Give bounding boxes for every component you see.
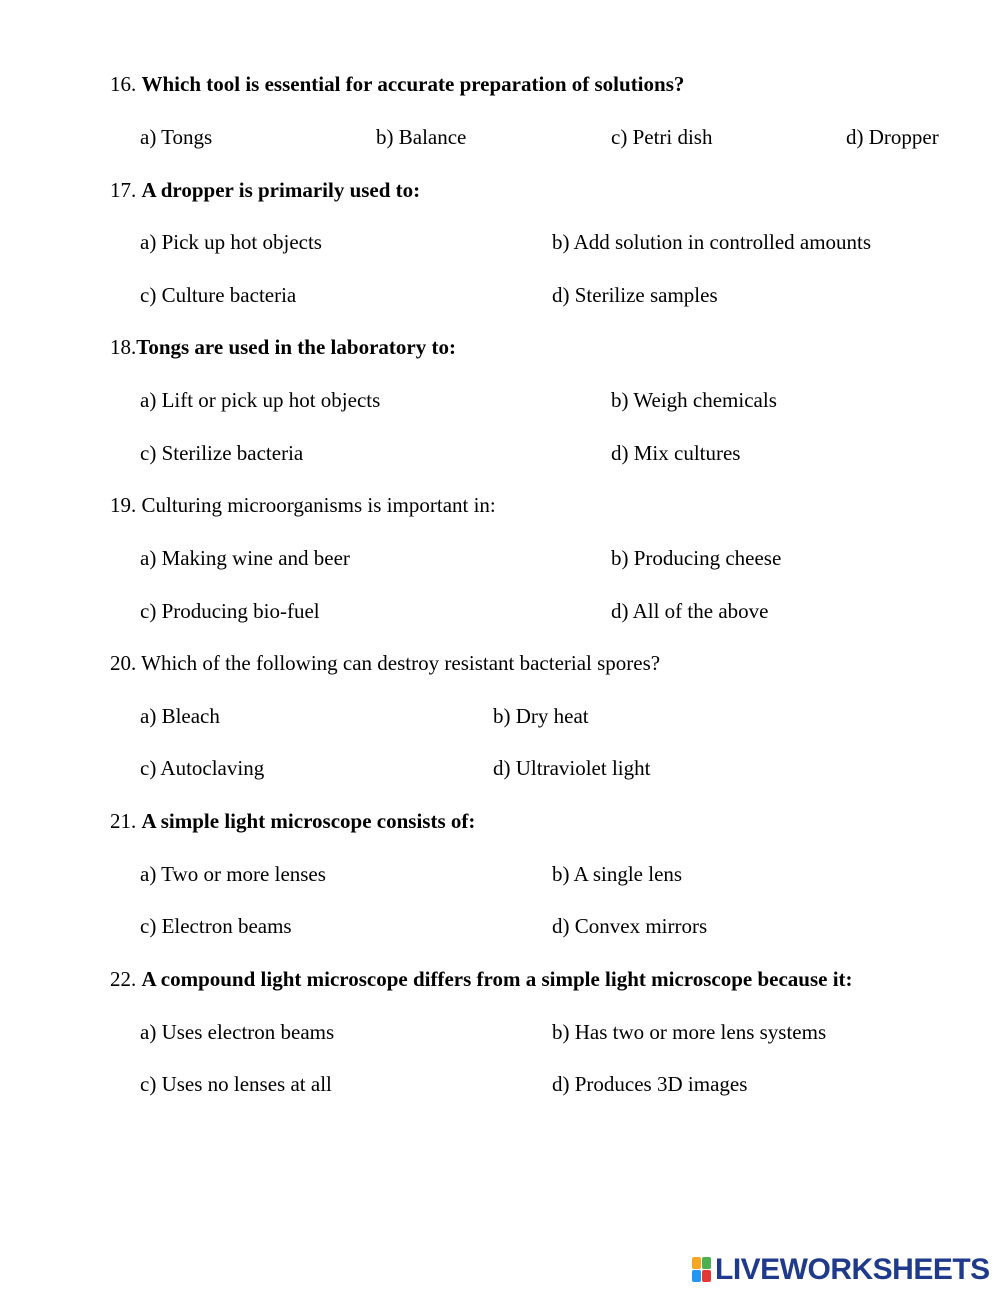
option-20d[interactable]: d) Ultraviolet light	[493, 756, 651, 780]
question-16	[110, 72, 684, 96]
option-18a[interactable]: a) Lift or pick up hot objects	[140, 388, 381, 412]
option-19b[interactable]: b) Producing cheese	[611, 546, 782, 570]
option-18b[interactable]: b) Weigh chemicals	[611, 388, 777, 412]
option-16c[interactable]: c) Petri dish	[611, 125, 713, 149]
option-22c[interactable]: c) Uses no lenses at all	[140, 1072, 332, 1096]
question-18	[110, 335, 456, 359]
question-text: A compound light microscope differs from a simple light microscope because it:	[141, 967, 853, 991]
option-20b[interactable]: b) Dry heat	[493, 704, 589, 728]
option-18c[interactable]: c) Sterilize bacteria	[140, 441, 304, 465]
option-16b[interactable]: b) Balance	[376, 125, 467, 149]
option-22b[interactable]: b) Has two or more lens systems	[552, 1020, 827, 1044]
option-17b[interactable]: b) Add solution in controlled amounts	[552, 230, 872, 254]
option-22a[interactable]: a) Uses electron beams	[140, 1020, 335, 1044]
question-text: Which of the following can destroy resistant bacterial spores?	[141, 651, 661, 675]
question-text: A simple light microscope consists of:	[141, 809, 476, 833]
question-number: 17.	[110, 178, 137, 202]
option-21a[interactable]: a) Two or more lenses	[140, 862, 326, 886]
option-21c[interactable]: c) Electron beams	[140, 914, 292, 938]
option-20a[interactable]: a) Bleach	[140, 704, 220, 728]
question-20	[110, 651, 660, 675]
option-17c[interactable]: c) Culture bacteria	[140, 283, 297, 307]
option-21d[interactable]: d) Convex mirrors	[552, 914, 708, 938]
option-20c[interactable]: c) Autoclaving	[140, 756, 265, 780]
question-text: Tongs are used in the laboratory to:	[136, 335, 456, 359]
liveworksheets-logo	[692, 1253, 990, 1287]
question-22	[110, 967, 853, 991]
option-21b[interactable]: b) A single lens	[552, 862, 683, 886]
question-21	[110, 809, 475, 833]
option-19d[interactable]: d) All of the above	[611, 599, 769, 623]
question-number: 21.	[110, 809, 137, 833]
question-number: 19.	[110, 493, 137, 517]
question-number: 18.	[110, 335, 137, 359]
logo-text: LIVEWORKSHEETS	[715, 1253, 990, 1286]
option-17d[interactable]: d) Sterilize samples	[552, 283, 718, 307]
question-text: Culturing microorganisms is important in:	[141, 493, 496, 517]
question-number: 16.	[110, 72, 137, 96]
option-18d[interactable]: d) Mix cultures	[611, 441, 741, 465]
option-16d[interactable]: d) Dropper	[846, 125, 939, 149]
question-19	[110, 493, 496, 517]
liveworksheets-logo-icon	[692, 1257, 712, 1283]
question-text: A dropper is primarily used to:	[141, 178, 421, 202]
question-number: 20.	[110, 651, 137, 675]
option-16a[interactable]: a) Tongs	[140, 125, 213, 149]
option-22d[interactable]: d) Produces 3D images	[552, 1072, 748, 1096]
question-17	[110, 178, 420, 202]
option-19a[interactable]: a) Making wine and beer	[140, 546, 350, 570]
option-17a[interactable]: a) Pick up hot objects	[140, 230, 322, 254]
question-text: Which tool is essential for accurate preparation of solutions?	[141, 72, 685, 96]
option-19c[interactable]: c) Producing bio-fuel	[140, 599, 320, 623]
question-number: 22.	[110, 967, 137, 991]
